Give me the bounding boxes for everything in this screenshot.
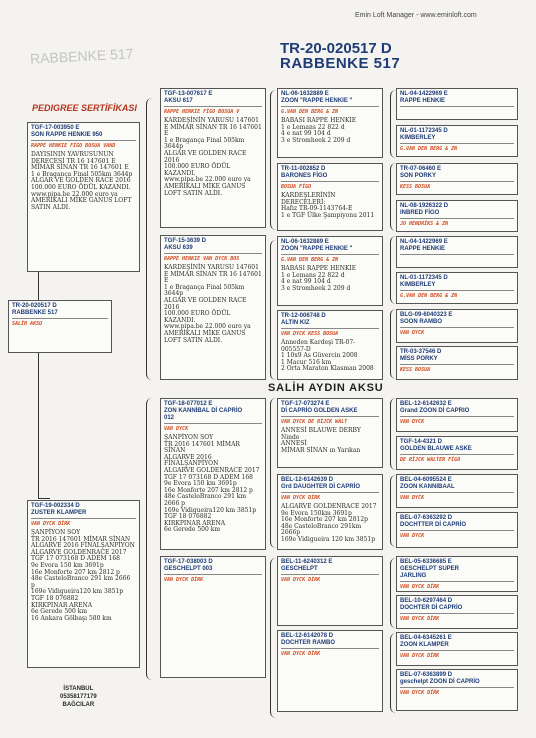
breeder-name: VAN DYCK	[400, 330, 425, 336]
ring-number: TR-07-06460 E	[400, 166, 442, 172]
ring-number: TR-11-002852 D	[281, 166, 326, 172]
pigeon-name: RAPPE HENKIE	[400, 246, 446, 252]
pigeon-name: KIMBERLEY	[400, 282, 436, 288]
ring-number: BEL-04-6345261 E	[400, 635, 452, 641]
ring-number: BEL-11-6240312 E	[281, 559, 333, 565]
grandparent-box	[160, 398, 266, 550]
breeder-name: G.VAN DEN BERG & ZN	[400, 146, 458, 152]
breeder-name: VAN DYCK DİRK	[164, 577, 204, 583]
bracket	[270, 90, 276, 230]
performance-text: KARDEŞLERİNİN DERECELERİ: Hafız TR-09-1143764-E 1 e TGF Ülke Şampiyonu 2011	[281, 192, 375, 219]
bracket	[146, 98, 152, 380]
bracket	[270, 398, 276, 548]
pigeon-name: ZOON KANNIBAAL	[400, 484, 455, 490]
bracket	[270, 558, 276, 718]
site-note: Emin Loft Manager - www.eminloft.com	[355, 12, 477, 19]
pigeon-name: RABBENKE 517	[280, 55, 401, 72]
pigeon-name: SON PORKY	[400, 173, 437, 179]
subject-box	[8, 300, 112, 353]
performance-text: ANNESİ BLAUWE DERBY Ninde ANNESİ MİMAR SİNAN ın Yarıkan	[281, 427, 361, 454]
breeder-name: VAN DYCK DİRK	[281, 495, 321, 501]
pigeon-name: DOCHTTER Dİ CAPRİO	[400, 522, 466, 528]
ring-number: BEL-12-6142632 E	[400, 401, 452, 407]
breeder-name: RAPPE HENKIE FİGO BOSUA VAND	[31, 143, 116, 149]
ancestor-box	[396, 346, 518, 380]
performance-text: ŞANPİYON SOY TR 2016 147601 MİMAR SİNAN ALGARVE 2016 FİNALŞANPİYON ALGARVE GOLDENRACE 2017 TGF 17 073168 D ADEM 168 9e Evora 150 km 3691p 16e Monforte 207 km 2812 p 48e CasteloBranco 291 km 2666 p 169e Vidigueira120 km 3851p TGF 18 076882 KIRKPINAR ARENA 6e Gerede 500 km 16 Ankara Gölbaşı 580 km	[31, 529, 135, 622]
breeder-name: VAN DYCK KESS BOSUA	[281, 331, 339, 337]
breeder-heading: SALİH AYDIN AKSU	[268, 382, 384, 394]
breeder-name: RAPPE HENKIE VAN DYCK BOS	[164, 256, 240, 262]
bracket	[146, 398, 152, 680]
breeder-name: KESS BOSUA	[400, 367, 431, 373]
ancestor-box	[396, 272, 518, 304]
ancestor-box	[396, 474, 518, 508]
ancestor-box	[396, 632, 518, 666]
pigeon-name: ZOON KLAMPER	[400, 642, 449, 648]
ring-number: TGF-18-077012 E	[164, 401, 213, 407]
grandparent-box	[160, 88, 266, 228]
ancestor-box	[277, 556, 383, 626]
loft-address	[60, 685, 97, 709]
pigeon-name: GOLDEN BLAUWE ASKE	[400, 446, 472, 452]
ancestor-box	[396, 595, 518, 629]
pigeon-name: GESCHELPT	[281, 566, 318, 572]
ancestor-box	[396, 88, 518, 120]
breeder-name: G.VAN DEN BERG & ZN	[281, 257, 339, 263]
performance-text: Anneden Kardeşi TR-07-005557-D 1 10x9 As Güvercin 2008 1 Macur 516 km 2 Orta Maraton Klasman 2008	[281, 339, 374, 373]
breeder-name: VAN DYCK DİRK	[281, 577, 321, 583]
ancestor-box	[396, 556, 518, 592]
pigeon-name: MİSS PORKY	[400, 356, 438, 362]
pigeon-name: RABBENKE 517	[12, 310, 58, 316]
ring-number: NL-06-1632889 E	[281, 239, 329, 245]
performance-text: BABASI RAPPE HENKIE 1 e Lemans 22 822 d 4 e nat 99 104 d 3 e Stromheek 2 209 d	[281, 265, 357, 292]
breeder-name: VAN DYCK DİRK	[400, 616, 440, 622]
ring-number: TGF-17-038003 D	[164, 559, 213, 565]
breeder-name: VAN DYCK DİRK	[31, 521, 71, 527]
pigeon-name: Dİ CAPRİO GOLDEN ASKE	[281, 408, 358, 414]
grandparent-box	[160, 235, 266, 380]
ring-number: BEL-07-6363292 D	[400, 515, 453, 521]
ring-number: NL-01-1172345 D	[400, 128, 448, 134]
pigeon-name: geschelpt ZOON Dİ CAPRİO	[400, 679, 480, 685]
ring-number: TGF-17-073274 E	[281, 401, 330, 407]
bracket	[270, 240, 276, 380]
performance-text: DAYISININ YAVRUSUNUN DERECESİ TR 16 147601 E MİMAR SİNAN TR 16 147601 E 1 e Bragança Final 505km 3644p ALGAR VE GOLDEN RACE 2016 100.000 EURO ÖDÜL KAZANDI. www.pipa.be 22.000 euro ya AMERİKALI MİKE GANUS LOFT SATIN ALDI.	[31, 151, 133, 211]
breeder-name: VAN DYCK DİRK	[400, 584, 440, 590]
pigeon-name: DOCHTER Dİ CAPRİO	[400, 605, 463, 611]
ring-number: BEL-12-6142639 D	[281, 477, 334, 483]
ancestor-box	[396, 163, 518, 195]
pigeon-name: DOCHTER RAMBO	[281, 640, 335, 646]
ring-number: NL-06-1632889 E	[281, 91, 329, 97]
performance-text: KARDEŞİNİN YARUSU 147601 E MİMAR SİNAN TR 16 147601 E 1 e Bragança Final 505km 3644p ALGAR VE GOLDEN RACE 2016 100.000 EURO ÖDÜL KAZANDI. www.pipa.be 22.000 euro ya AMERİKALI MİKE GANUS LOFT SATIN ALDI.	[164, 264, 262, 344]
breeder-name: KESS BOSUA	[400, 184, 431, 190]
phone: 05358177179	[60, 694, 97, 700]
ring-number: BEL-10-6297464 D	[400, 598, 453, 604]
breeder-name: VAN DYCK DE RİJCK WALT	[281, 419, 348, 425]
ancestor-box	[396, 200, 518, 232]
pigeon-name: ZON KANNİBAL Dİ CAPRİO 012	[164, 408, 243, 421]
ring-number: TR-12-006748 D	[281, 313, 326, 319]
ancestor-box	[277, 398, 383, 468]
ring-number: NL-04-1422969 E	[400, 239, 448, 245]
performance-text: BABASI RAPPE HENKIE 1 e Lemans 22 822 d 4 e nat 99 104 d 3 e Stromheek 2 209 d	[281, 117, 357, 144]
pigeon-name: ALTIN KIZ	[281, 320, 310, 326]
pigeon-name: Grd DAUGHTER Dİ CAPRİO	[281, 484, 361, 490]
ancestor-box	[277, 630, 383, 712]
breeder-name: G.VAN DEN BERG & ZN	[281, 109, 339, 115]
ancestor-box	[396, 398, 518, 432]
ancestor-box	[277, 310, 383, 380]
pigeon-name: Grand ZOON Dİ CAPRIO	[400, 408, 470, 414]
pigeon-name: SON RAPPE HENKIE 950	[31, 132, 103, 138]
grandparent-box	[160, 556, 266, 678]
breeder-name: VAN DYCK DİRK	[281, 651, 321, 657]
ancestor-box	[277, 163, 383, 231]
ring-number: TR-20-020517 D	[12, 303, 57, 309]
city: İSTANBUL	[63, 686, 94, 692]
breeder-name: BOSUA FİGO	[281, 184, 312, 190]
pigeon-name: INBRED FİGO	[400, 210, 440, 216]
ring-number: NL-08-1926322 D	[400, 203, 449, 209]
pigeon-name: GESCHELPT SUPER JARLING	[400, 566, 460, 579]
ancestor-box	[396, 309, 518, 343]
ring-number: TGF-14-4321 D	[400, 439, 443, 445]
ring-number: BEL-07-6363899 D	[400, 672, 453, 678]
connector	[38, 498, 50, 499]
ancestor-box	[396, 669, 518, 711]
ancestor-box	[396, 512, 518, 548]
ancestor-box	[277, 88, 383, 158]
ancestor-box	[396, 436, 518, 470]
pigeon-name: RAPPE HENKIE	[400, 98, 446, 104]
ancestor-box	[277, 236, 383, 306]
breeder-name: DE RİJCK WALTER FİGO	[400, 457, 461, 463]
ring-number: TR-03-37546 D	[400, 349, 442, 355]
pigeon-name: AKSU 617	[164, 98, 193, 104]
sire-box	[27, 122, 140, 272]
performance-text: ALGARVE GOLDENRACE 2017 9e Evora 150km 3691p 16e Monforte 207 km 2812p 48e CasteloBranco 291km 2666p 169e Vidigueira 120 km 3851p	[281, 503, 377, 543]
pigeon-name: ZUSTER KLAMPER	[31, 510, 87, 516]
district: BAĞCILAR	[62, 702, 95, 708]
ring-number: NL-01-1172345 D	[400, 275, 448, 281]
breeder-name: VAN DYCK	[400, 419, 425, 425]
pigeon-name: KIMBERLEY	[400, 135, 436, 141]
ring-number: TGF-15-3639 D	[164, 238, 207, 244]
breeder-name: G.VAN DEN BERG & ZN	[400, 293, 458, 299]
ring-number: NL-04-1422969 E	[400, 91, 448, 97]
performance-text: ŞANPİYON SOY TR 2016 147601 MİMAR SİNAN ALGARVE 2016 FİNALŞANPİYON ALGARVE GOLDENRACE 2017 TGF 17 073168 D ADEM 168 9e Evora 150 km 3691p 16e Monforte 207 km 2812 p 48e CasteloBranco 291 km 2666 p 169e Vidigueira120 km 3851p TGF 18 076882 KIRKPINAR ARENA 6e Gerede 500 km	[164, 434, 260, 534]
pigeon-name: ZOON "RAPPE HENKIE "	[281, 246, 353, 252]
ancestor-box	[277, 474, 383, 550]
breeder-name: JO HENDRİKS & ZN	[400, 221, 449, 227]
breeder-name: SALİH AKSU	[12, 321, 43, 327]
breeder-name: VAN DYCK DİRK	[400, 653, 440, 659]
ring-number: BEL-12-6142078 D	[281, 633, 334, 639]
breeder-name: VAN DYCK	[164, 426, 189, 432]
faint-mark: RABBENKE 517	[29, 45, 134, 67]
pigeon-name: BARONES FİGO	[281, 173, 328, 179]
ring-number: TGF-13-007617 E	[164, 91, 213, 97]
pigeon-name: ZOON "RAPPE HENKIE "	[281, 98, 353, 104]
pigeon-name: SOON RAMBO	[400, 319, 442, 325]
breeder-name: VAN DYCK	[400, 533, 425, 539]
pigeon-name: AKSU 639	[164, 245, 193, 251]
ring-number: BEL-04-6095524 E	[400, 477, 452, 483]
ring-number: TGF-17-003950 E	[31, 125, 80, 131]
ancestor-box	[396, 236, 518, 268]
ring-number: BEL-05-6336685 E	[400, 559, 452, 565]
pigeon-name: GESCHELPT 003	[164, 566, 213, 572]
certificate-title: PEDIGREE SERTİFİKASI	[32, 103, 137, 113]
ring-number: TGF-19-002334 D	[31, 503, 80, 509]
ring-number: BLG-09-6040323 E	[400, 312, 453, 318]
breeder-name: VAN DYCK	[400, 495, 425, 501]
ancestor-box	[396, 125, 518, 157]
breeder-name: VAN DYCK DİRK	[400, 690, 440, 696]
pigeon-ring: TR-20-020517 D	[280, 40, 392, 57]
breeder-name: RAPPE HENKIE FİGO BOSUA V	[164, 109, 240, 115]
dam-box	[27, 500, 140, 668]
performance-text: KARDEŞİNİN YARUSU 147601 E MİMAR SİNAN TR 16 147601 E 1 e Bragança Final 505km 3644p ALGAR VE GOLDEN RACE 2016 100.000 EURO ÖDÜL KAZANDI. www.pipa.be 22.000 euro ya AMERİKALI MİKE GANUS LOFT SATIN ALDI.	[164, 117, 262, 197]
